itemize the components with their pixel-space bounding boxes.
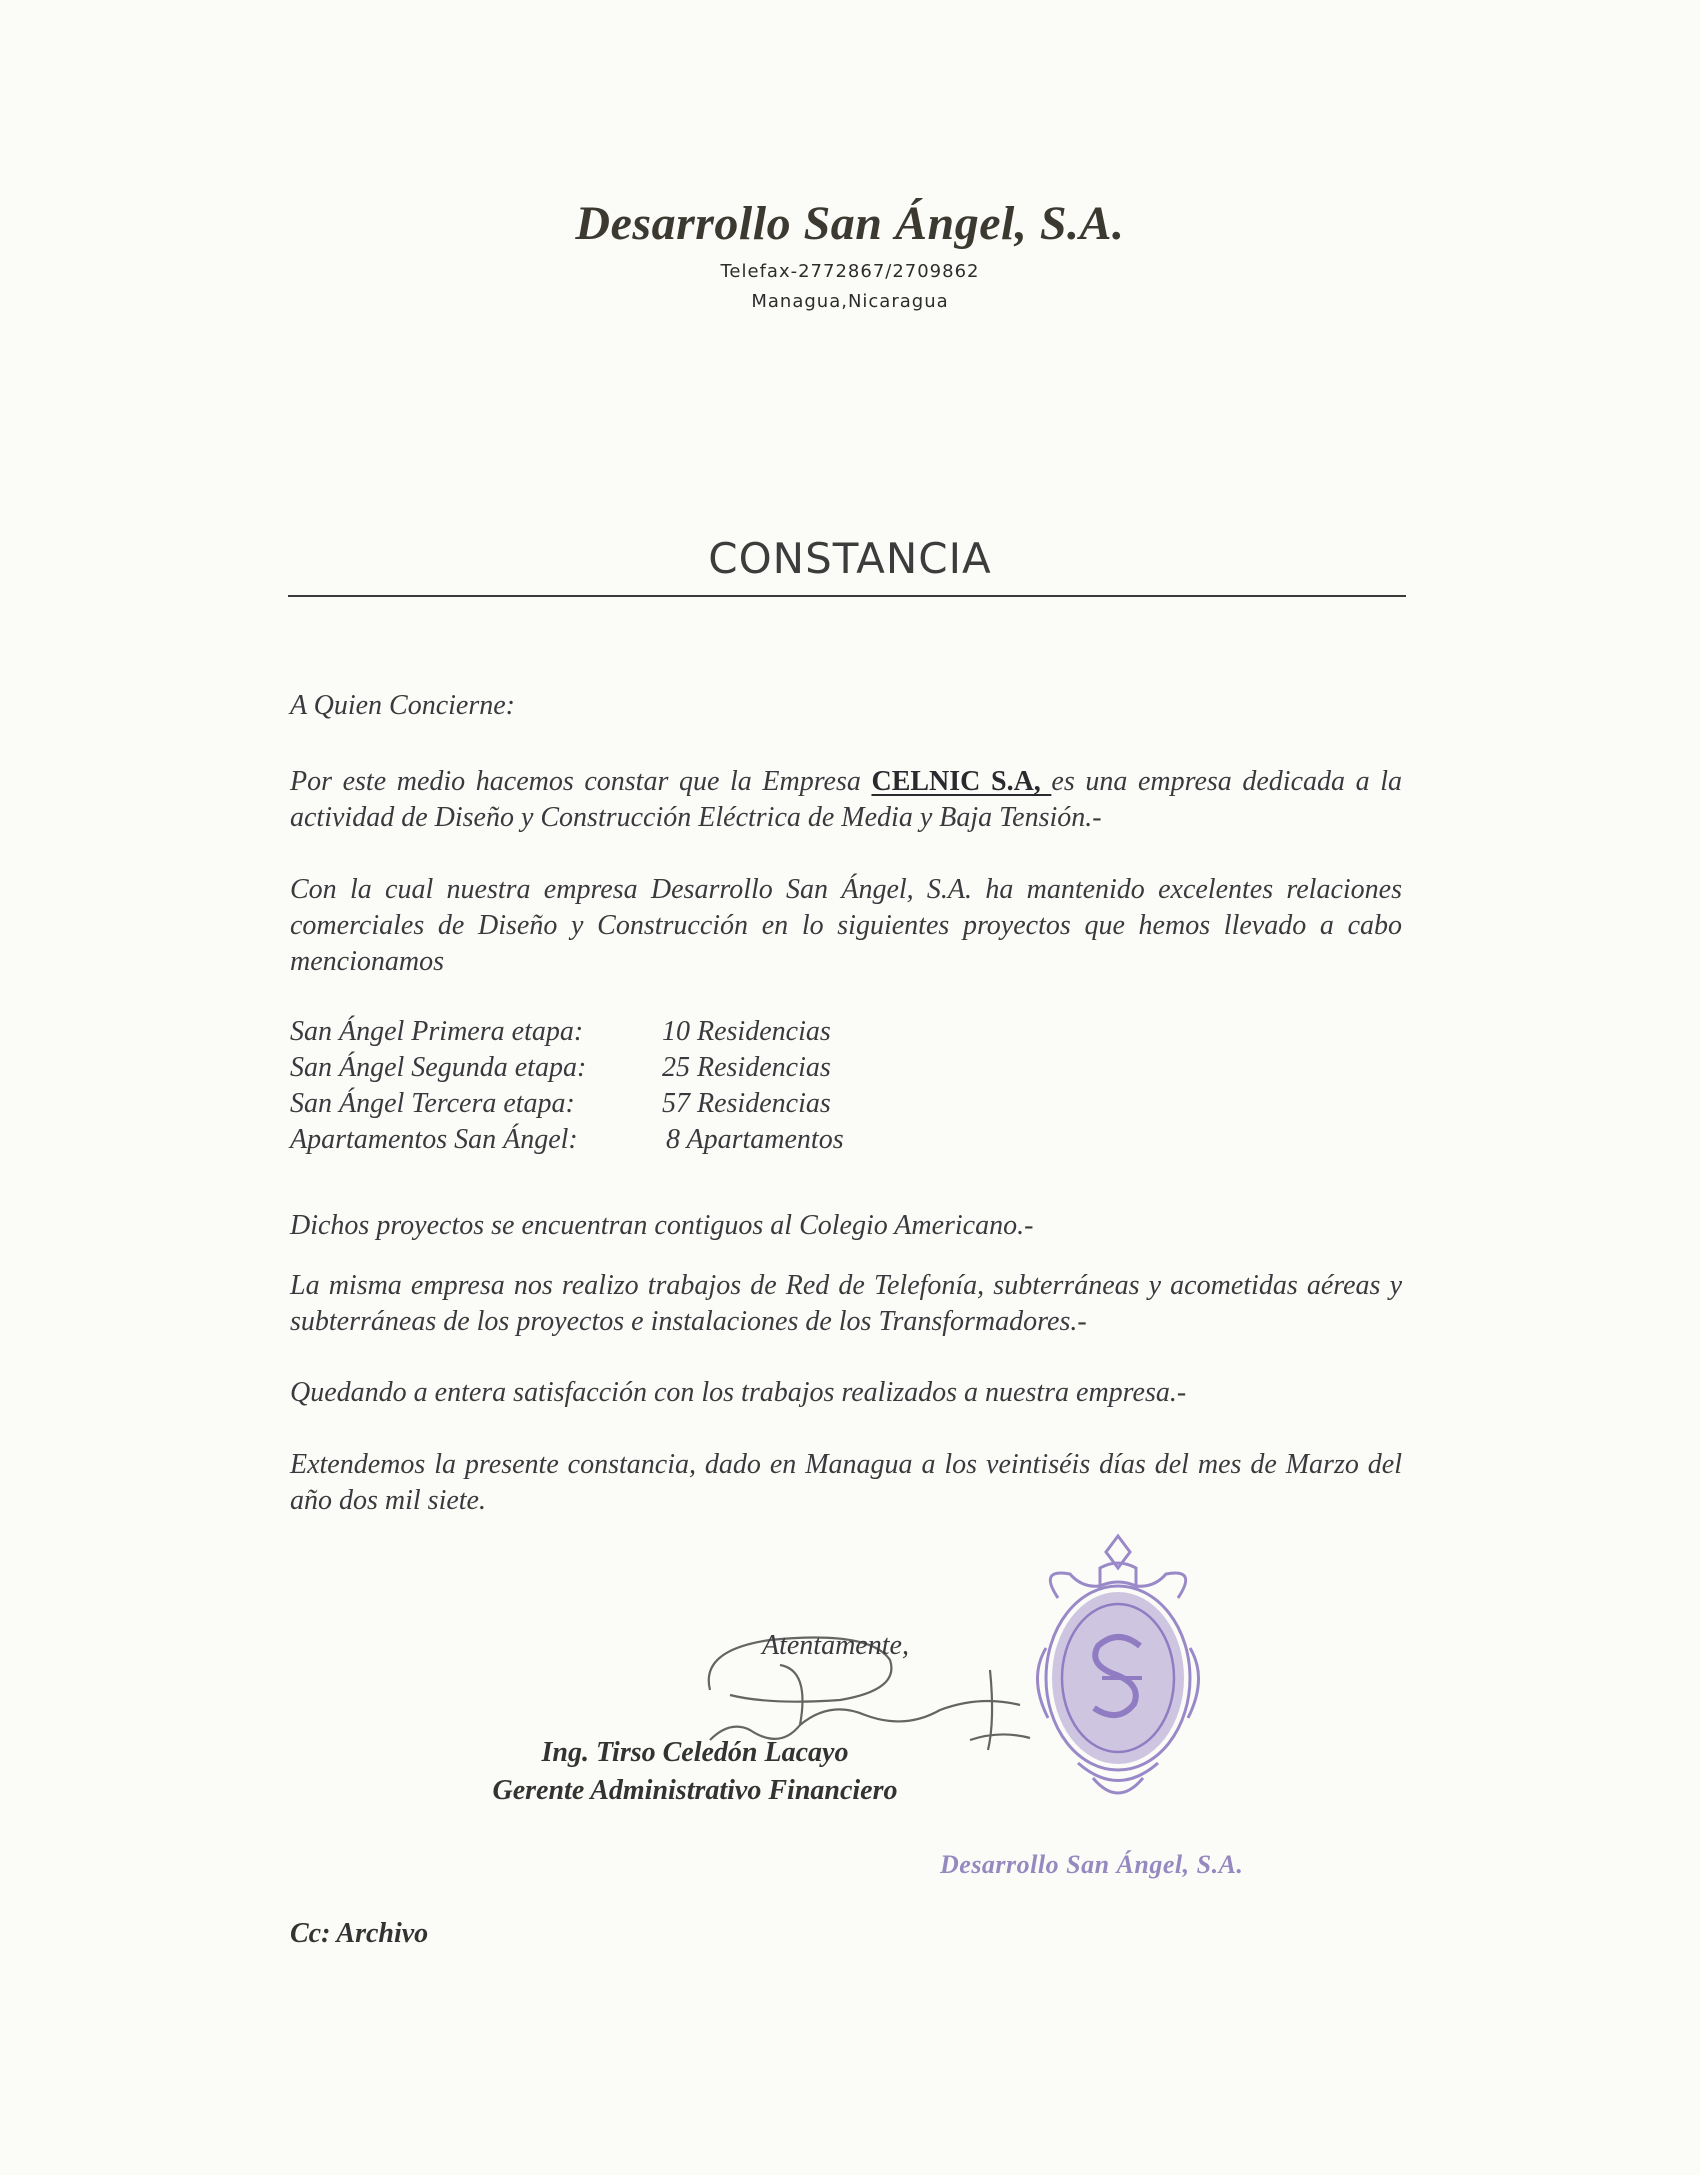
- project-count: 8 Apartamentos: [666, 1124, 844, 1155]
- paragraph-satisfaction: Quedando a entera satisfacción con los trabajos realizados a nuestra empresa.-: [290, 1377, 1187, 1408]
- title-divider: [288, 595, 1406, 597]
- paragraph-company-activity: [290, 764, 1402, 836]
- carbon-copy-note: Cc: Archivo: [290, 1918, 429, 1949]
- company-telefax: Telefax-2772867/2709862: [720, 261, 980, 282]
- project-count: 10 Residencias: [662, 1016, 831, 1047]
- project-count: 25 Residencias: [662, 1052, 831, 1083]
- signer-name: Ing. Tirso Celedón Lacayo: [541, 1737, 849, 1768]
- paragraph-issued: Extendemos la presente constancia, dado en Managua a los veintiséis días del mes de Marzo del año dos mil siete.: [290, 1449, 1402, 1516]
- project-name: Apartamentos San Ángel:: [290, 1124, 578, 1155]
- company-name: Desarrollo San Ángel, S.A.: [575, 197, 1125, 250]
- project-row: [290, 1014, 990, 1050]
- project-row: [290, 1122, 990, 1158]
- document-title: CONSTANCIA: [708, 534, 992, 583]
- paragraph-works: La misma empresa nos realizo trabajos de Red de Telefonía, subterráneas y acometidas aéreas y subterráneas de los proyectos e instalaciones de los Transformadores.-: [290, 1270, 1402, 1337]
- project-count: 57 Residencias: [662, 1088, 831, 1119]
- project-row: [290, 1086, 990, 1122]
- paragraph-text: Por este medio hacemos constar que la Empresa: [290, 766, 872, 797]
- paragraph-relations: Con la cual nuestra empresa Desarrollo San Ángel, S.A. ha mantenido excelentes relaciones comerciales de Diseño y Construcción en lo siguientes proyectos que hemos llevado a cabo mencionamos: [290, 874, 1402, 977]
- signer-title: Gerente Administrativo Financiero: [492, 1775, 898, 1806]
- salutation: A Quien Concierne:: [290, 690, 515, 721]
- project-name: San Ángel Segunda etapa:: [290, 1052, 587, 1083]
- company-reference: CELNIC S.A,: [871, 766, 1052, 797]
- projects-list: [290, 1014, 990, 1158]
- paragraph-text: es una empresa dedicada a la actividad de Diseño y Construcción Eléctrica de Media y Baja Tensión.-: [290, 766, 1402, 833]
- paragraph-location: Dichos proyectos se encuentran contiguos al Colegio Americano.-: [290, 1210, 1034, 1241]
- company-city: Managua,Nicaragua: [751, 291, 949, 312]
- company-stamp-text: Desarrollo San Ángel, S.A.: [940, 1850, 1244, 1879]
- project-row: [290, 1050, 990, 1086]
- closing-phrase: Atentamente,: [762, 1630, 909, 1661]
- project-name: San Ángel Primera etapa:: [290, 1016, 584, 1047]
- project-name: San Ángel Tercera etapa:: [290, 1088, 575, 1119]
